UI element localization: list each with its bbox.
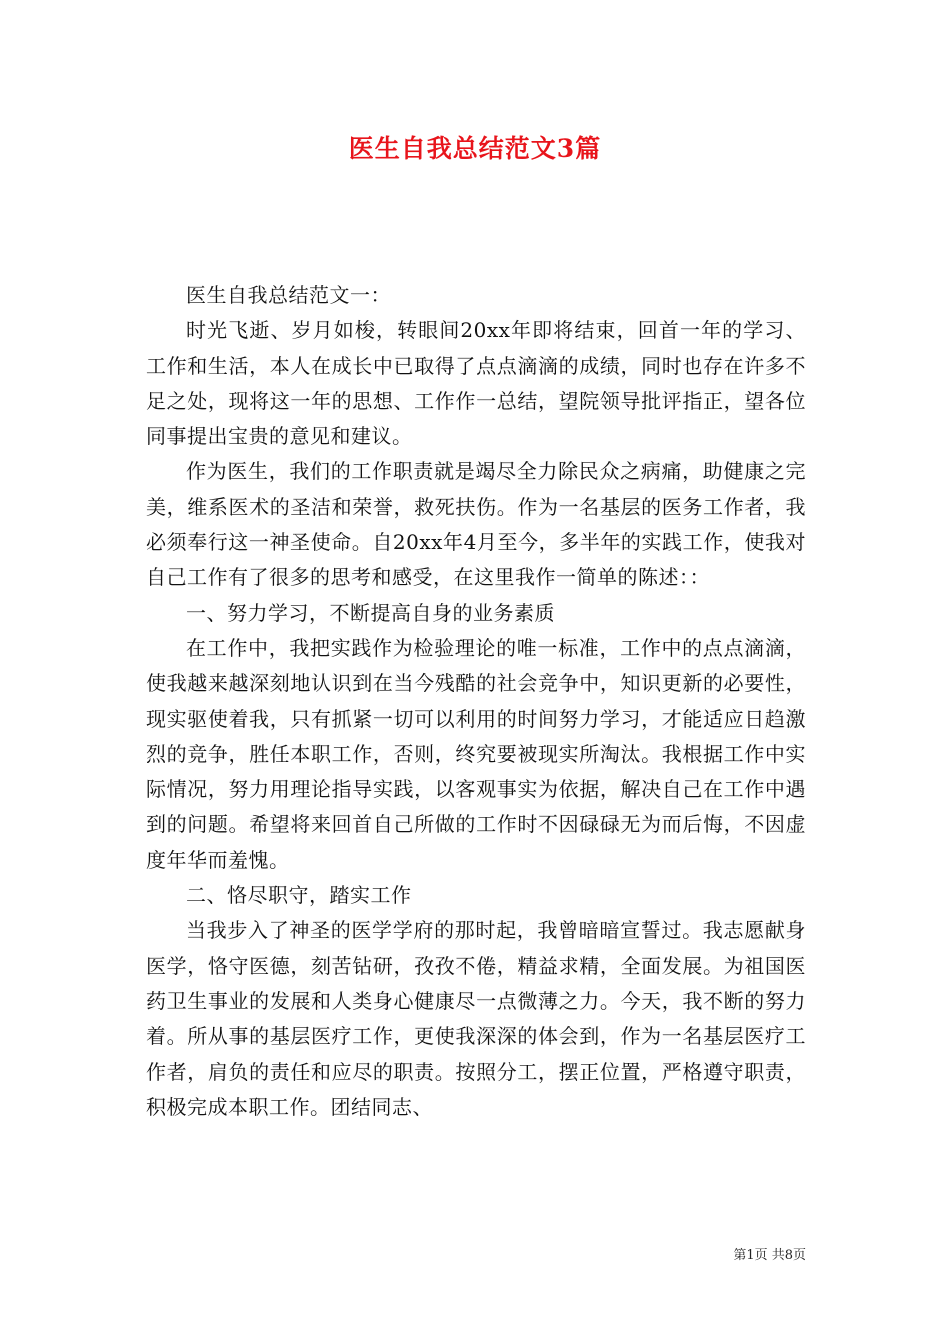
page-number-footer: 第1页 共8页 (733, 1248, 806, 1263)
paragraph-work: 当我步入了神圣的医学学府的那时起，我曾暗暗宣誓过。我志愿献身医学，恪守医德，刻苦钻研，孜孜不倦，精益求精，全面发展。为祖国医药卫生事业的发展和人类身心健康尽一点微薄之力。今天，我不断的努力着。所从事的基层医疗工作，更使我深深的体会到，作为一名基层医疗工作者，肩负的责任和应尽的职责。按照分工，摆正位置，严格遵守职责，积极完成本职工作。团结同志、 (146, 918, 806, 1119)
section-heading-work: 二、恪尽职守，踏实工作 (186, 883, 412, 908)
paragraph-heading-1: 医生自我总结范文一： (186, 283, 391, 307)
document-body (146, 278, 806, 1125)
section-heading-study: 一、努力学习，不断提高自身的业务素质 (186, 600, 555, 625)
document-title: 医生自我总结范文3篇 (348, 134, 602, 163)
paragraph-study: 在工作中，我把实践作为检验理论的唯一标准，工作中的点点滴滴，使我越来越深刻地认识到在当今残酷的社会竞争中，知识更新的必要性，现实驱使着我，只有抓紧一切可以利用的时间努力学习，才能适应日趋激烈的竞争，胜任本职工作，否则，终究要被现实所淘汰。我根据工作中实际情况，努力用理论指导实践，以客观事实为依据，解决自己在工作中遇到的问题。希望将来回首自己所做的工作时不因碌碌无为而后悔，不因虚度年华而羞愧。 (146, 635, 806, 872)
paragraph-intro: 时光飞逝、岁月如梭，转眼间20xx年即将结束，回首一年的学习、工作和生活，本人在成长中已取得了点点滴滴的成绩，同时也存在许多不足之处，现将这一年的思想、工作作一总结，望院领导批评指正，望各位同事提出宝贵的意见和建议。 (146, 318, 806, 449)
paragraph-duty: 作为医生，我们的工作职责就是竭尽全力除民众之病痛，助健康之完美，维系医术的圣洁和荣誉，救死扶伤。作为一名基层的医务工作者，我必须奉行这一神圣使命。自20xx年4月至今，多半年的实践工作，使我对自己工作有了很多的思考和感受，在这里我作一简单的陈述：： (146, 459, 806, 590)
